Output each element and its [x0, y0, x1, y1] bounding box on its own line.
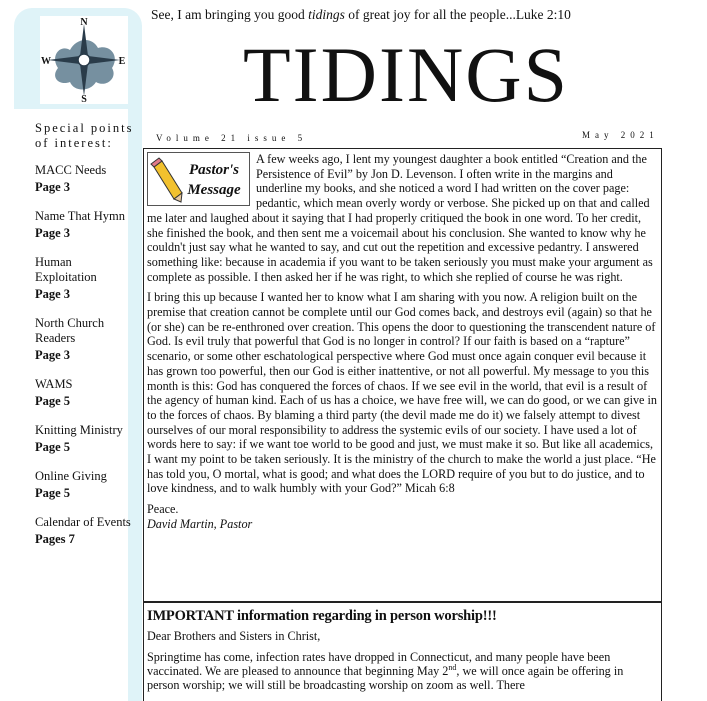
sidebar-item-page: Page 5 — [35, 486, 71, 500]
pencil-icon — [151, 158, 182, 202]
signature: David Martin, Pastor — [147, 516, 253, 531]
compass-letter-w: W — [41, 56, 51, 67]
compass-logo — [40, 16, 128, 104]
sidebar-item-page: Page 3 — [35, 348, 71, 362]
pastor-paragraph-1: A few weeks ago, I lent my youngest daughter a book entitled “Creation and the Persistence of Evil” by Jon D. Levenson. I often write in the margins and underline my books, and she noticed a word I had written on the cover page: pedantic, which mean overly wordy or verbose. She picked up on that and called me later and laughed about it saying that I had properly critiqued the book in one word. To her credit, she finished the book, and then sent me a voicemail about his conclusion. She wanted to know why he couldn't just say what he wanted to say, and cut out the repetition and excessive pedantry. I answered something like: because in academia if you want to be taken seriously you must make your argument as complete as possible. I then asked her if he was right, to which she replied of course he was right. — [147, 152, 653, 284]
pastor-paragraph-2: I bring this up because I wanted her to know what I am sharing with you now. A religion built on the premise that creation cannot be complete until our God comes back, and destroys evil (again) so that he (or she) can be re-enthroned over creation. This opens the door to questioning the transcendent nature of God. Is evil truly that powerful that God is no longer in control? If our faith is based on a “rapture” scenario, or some other eschatological perspective where God must once again conquer evil because it has grown too powerful, then our God is either inattentive, or not all powerful. My message to you this month is this: God has conquered the forces of chaos. If we see evil in the world, that evil is a result of the agency of human kind. Each of us has a choice, we have free will, we can do good, or we can give in to the forces of chaos. By blaming a third party (the devil made me do it) we falsely attempt to divest ourselves of our moral responsibility to address the systemic evils of our society. I have used a lot of words here to say: if we want toe world to be good and just, we must make it so. But like all academics, I want my point to be taken seriously. It is the ministry of the church to make the world a just place. “He has told you, O mortal, what is good; and what does the LORD require of you but to do justice, and to love kindness, and to walk humbly with your God?” Micah 6:8 — [147, 290, 657, 496]
sidebar-item — [35, 316, 135, 363]
worship-greeting: Dear Brothers and Sisters in Christ, — [147, 629, 321, 644]
sidebar-item-label: Online Giving — [35, 469, 107, 483]
sidebar-item-page: Page 5 — [35, 440, 71, 454]
lord-word: LORD — [421, 466, 456, 481]
sidebar-item — [35, 255, 135, 302]
compass-letter-s: S — [81, 94, 87, 104]
pastors-label: Pastor's — [188, 162, 240, 178]
sidebar-item — [35, 377, 135, 409]
compass-rose-icon — [40, 16, 128, 104]
sidebar-item-page: Page 5 — [35, 394, 71, 408]
compass-letter-n: N — [80, 17, 88, 28]
sidebar-item — [35, 163, 135, 195]
sidebar-item — [35, 209, 135, 241]
worship-article — [143, 602, 662, 701]
header-verse: See, I am bringing you good tidings of great joy for all the people...Luke 2:10 — [151, 7, 571, 22]
compass-letter-e: E — [118, 56, 126, 67]
sidebar-item-label: WAMS — [35, 377, 73, 391]
worship-title: IMPORTANT information regarding in person worship!!! — [147, 608, 497, 624]
points-of-interest-heading: Special points of interest: — [35, 121, 134, 150]
sidebar-item — [35, 423, 135, 455]
sidebar-item-page: Pages 7 — [35, 532, 75, 546]
sidebar-item-label: Human Exploitation — [35, 255, 97, 284]
points-of-interest-list — [35, 121, 135, 561]
message-label: Message — [187, 182, 241, 198]
worship-paragraph-1: Springtime has come, infection rates have dropped in Connecticut, and many people have been vaccinated. We are pleased to announce that beginning May 2nd, we will once again be offering in person worship; we will still be broadcasting worship on zoom as well. There — [147, 649, 624, 693]
closing: Peace. — [147, 502, 179, 517]
issue-date: May 2021 — [582, 130, 659, 140]
sidebar-item-page: Page 3 — [35, 226, 71, 240]
verse-emphasis: tidings — [308, 7, 345, 22]
sidebar-item-page: Page 3 — [35, 180, 71, 194]
sidebar-item-page: Page 3 — [35, 287, 71, 301]
sidebar-item — [35, 515, 135, 547]
sidebar-item-label: North Church Readers — [35, 316, 105, 345]
sidebar-item-label: Knitting Ministry — [35, 423, 123, 437]
pastors-message-graphic — [147, 152, 250, 206]
pastor-message-article — [143, 148, 662, 602]
sidebar-item — [35, 469, 135, 501]
sidebar-item-label: Name That Hymn — [35, 209, 126, 223]
sidebar-item-label: MACC Needs — [35, 163, 107, 177]
newsletter-title: TIDINGS — [243, 31, 569, 118]
sidebar-item-label: Calendar of Events — [35, 515, 131, 529]
volume-issue: Volume 21 issue 5 — [156, 133, 308, 143]
